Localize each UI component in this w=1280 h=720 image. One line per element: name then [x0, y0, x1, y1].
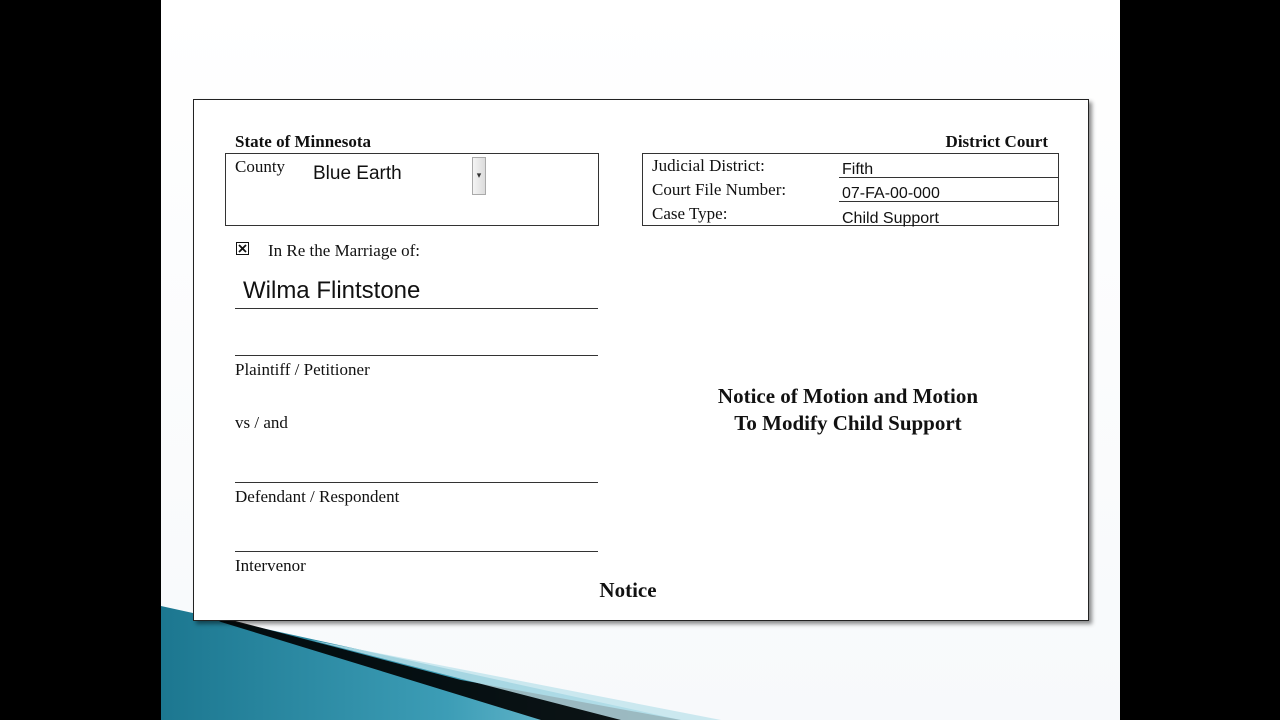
- county-label: County: [235, 157, 286, 176]
- court-file-label: Court File Number:: [652, 180, 787, 199]
- checkmark-x-icon: [237, 243, 250, 256]
- plaintiff-name-field[interactable]: Wilma Flintstone: [243, 277, 421, 304]
- defendant-line[interactable]: [235, 482, 598, 483]
- title-line-1: Notice of Motion and Motion: [717, 384, 979, 408]
- slide: [161, 0, 1120, 720]
- judicial-district-label: Judicial District:: [652, 156, 765, 175]
- dropdown-arrow-icon[interactable]: ▾: [472, 157, 486, 195]
- notice-heading: Notice: [599, 578, 657, 602]
- county-select[interactable]: [312, 154, 572, 196]
- marriage-checkbox[interactable]: [236, 242, 249, 255]
- intervenor-line[interactable]: [235, 551, 598, 552]
- divider: [839, 177, 1058, 178]
- intervenor-label: Intervenor: [235, 556, 306, 575]
- title-line-2: To Modify Child Support: [734, 411, 962, 435]
- case-type-field[interactable]: Child Support: [842, 210, 939, 227]
- case-type-label: Case Type:: [652, 204, 728, 223]
- court-info-box: [642, 153, 1059, 226]
- county-box: [225, 153, 599, 226]
- plaintiff-name-line-2[interactable]: [235, 355, 598, 356]
- court-label: District Court: [945, 132, 1048, 151]
- defendant-label: Defendant / Respondent: [235, 487, 400, 506]
- court-file-field[interactable]: 07-FA-00-000: [842, 185, 940, 202]
- divider: [839, 201, 1058, 202]
- marriage-label: In Re the Marriage of:: [268, 241, 420, 260]
- state-label: State of Minnesota: [235, 132, 371, 151]
- vs-label: vs / and: [235, 413, 288, 432]
- plaintiff-label: Plaintiff / Petitioner: [235, 360, 370, 379]
- court-form: [193, 99, 1089, 621]
- document-title: [648, 383, 1048, 437]
- county-value: Blue Earth: [313, 163, 402, 184]
- judicial-district-field[interactable]: Fifth: [842, 161, 874, 178]
- plaintiff-name-line: [235, 308, 598, 309]
